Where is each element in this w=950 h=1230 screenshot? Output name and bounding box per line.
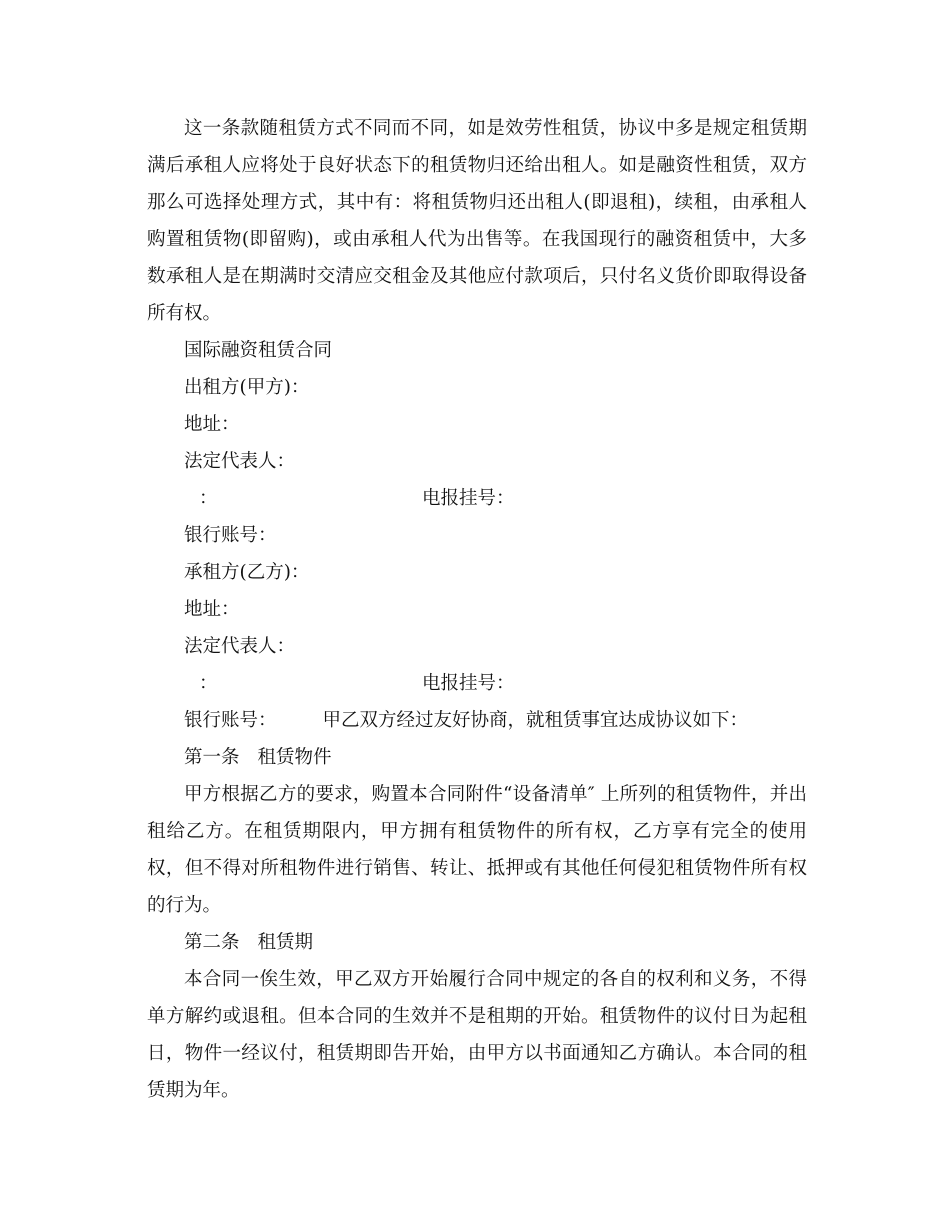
article-1-number: 第一条 <box>184 747 240 768</box>
document-body <box>147 110 807 1109</box>
lessor-telegraph-label: 电报挂号： <box>422 488 515 509</box>
lessee-bank-row <box>147 702 807 739</box>
lessor-representative-label: 法定代表人： <box>184 451 296 472</box>
article-2-title: 租赁期 <box>257 932 314 953</box>
article-1-heading <box>147 739 807 776</box>
lessee-label: 承租方(乙方)： <box>184 562 310 583</box>
lessee-representative-label: 法定代表人： <box>184 636 296 657</box>
lessor-address-label: 地址： <box>184 414 240 435</box>
article-1-body: 甲方根据乙方的要求，购置本合同附件“设备清单″ 上所列的租赁物件，并出租给乙方。在租赁期限内，甲方拥有租赁物件的所有权，乙方享有完全的使用权，但不得对所租物件进行销售、转让、抵押或有其他任何侵犯租赁物件所有权的行为。 <box>147 784 807 916</box>
agreement-intro: 甲乙双方经过友好协商，就租赁事宜达成协议如下： <box>322 710 749 731</box>
lessee-address-label: 地址： <box>184 599 240 620</box>
lessor-contact-row <box>147 480 807 517</box>
lessee-bank-label: 银行账号： <box>184 710 277 731</box>
lessee-contact-row <box>147 665 807 702</box>
article-2-heading <box>147 924 807 961</box>
contract-title: 国际融资租赁合同 <box>184 340 333 361</box>
lessor-colon-label: ： <box>199 488 218 509</box>
lessee-telegraph-label: 电报挂号： <box>422 673 515 694</box>
article-2-number: 第二条 <box>184 932 240 953</box>
paragraph-lease-expiry: 这一条款随租赁方式不同而不同，如是效劳性租赁，协议中多是规定租赁期满后承租人应将处于良好状态下的租赁物归还给出租人。如是融资性租赁，双方那么可选择处理方式，其中有：将租赁物归还出租人(即退租)，续租，由承租人购置租赁物(即留购)，或由承租人代为出售等。在我国现行的融资租赁中，大多数承租人是在期满时交清应交租金及其他应付款项后，只付名义货价即取得设备所有权。 <box>147 118 807 324</box>
lessee-colon-label: ： <box>199 673 218 694</box>
article-1-title: 租赁物件 <box>257 747 332 768</box>
article-2-body: 本合同一俟生效，甲乙双方开始履行合同中规定的各自的权利和义务，不得单方解约或退租。但本合同的生效并不是租期的开始。租赁物件的议付日为起租日，物件一经议付，租赁期即告开始，由甲方以书面通知乙方确认。本合同的租赁期为年。 <box>147 969 807 1101</box>
lessor-bank-label: 银行账号： <box>184 525 277 546</box>
lessor-label: 出租方(甲方)： <box>184 377 310 398</box>
